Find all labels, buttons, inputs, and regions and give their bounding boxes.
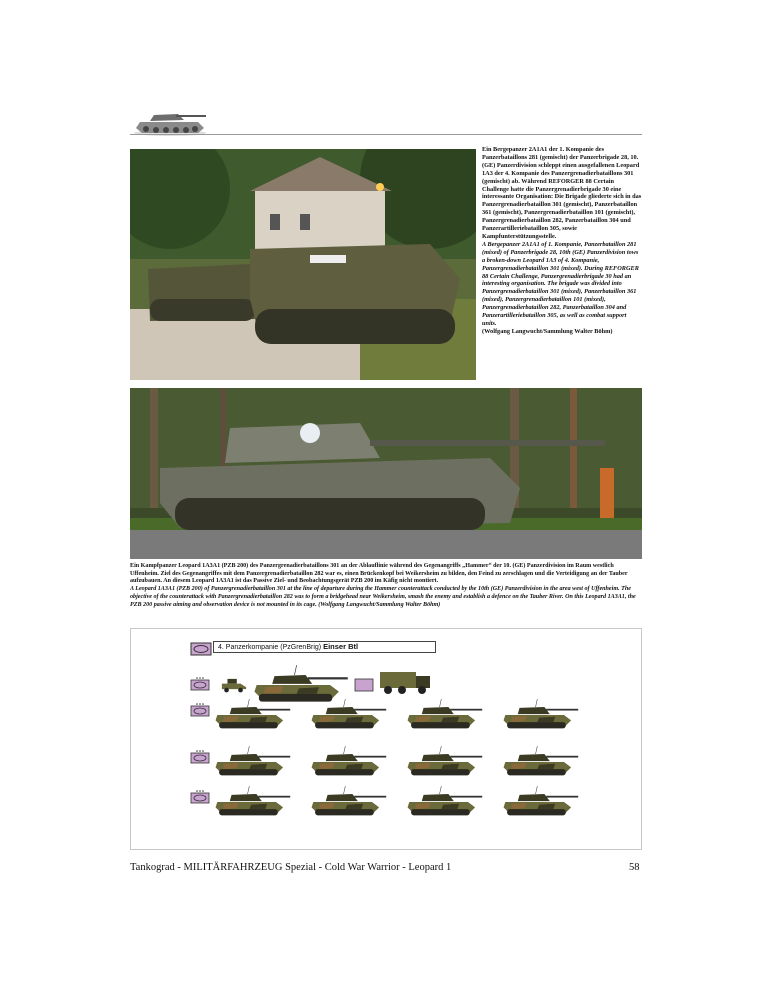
company-label: 4. Panzerkompanie (PzGrenBrig) — [218, 644, 322, 651]
platoon-1-symbol-icon — [190, 703, 210, 717]
hq-symbol-icon — [190, 677, 210, 691]
photo-bergepanzer-towing-leopard — [130, 149, 476, 380]
platoon-2-tank-1-icon — [212, 746, 292, 778]
platoon-2-tank-3-icon — [404, 746, 484, 778]
platoon-3-tank-3-icon — [404, 786, 484, 818]
header-rule — [130, 134, 642, 135]
photo-leopard-line-of-departure — [130, 388, 642, 559]
platoon-1-tank-3-icon — [404, 699, 484, 731]
supply-symbol-icon — [354, 678, 374, 692]
caption-german: Ein Bergepanzer 2A1A1 der 1. Kompanie des Panzerbataillons 281 (gemischt) der Panzerbrigade 28, 10. (GE) Panzerdivision schleppt einen ausgefallenen Leopard 1A3 der 4. Kompanie des Panzergrenadierbataillons 301 (gemischt) ab. Während REFORGER 88 Certain Challenge hatte die Panzergrenadierbrigade 30 eine interessante Organisation: Die Brigade gliederte sich in das Panzergrenadierbataillon 301 (gemischt), Panzerbataillon 361 (gemischt), Panzergrenadierbataillon 101 (gemischt), Panzergrenadierbataillon 282, Panzerbataillon 304 und Panzerartilleriebataillon 305, sowie Kampfunterstützungsstelle. — [482, 146, 642, 240]
platoon-1-tank-4-icon — [500, 699, 580, 731]
platoon-3-symbol-icon — [190, 790, 210, 804]
platoon-2-tank-2-icon — [308, 746, 388, 778]
top-photo-caption — [482, 146, 642, 336]
platoon-2-tank-4-icon — [500, 746, 580, 778]
header-tank-illustration — [128, 100, 210, 138]
truck-icon — [378, 668, 434, 696]
unit-label: Einser Btl — [323, 642, 359, 651]
platoon-2-symbol-icon — [190, 750, 210, 764]
middle-photo-caption — [130, 563, 642, 609]
caption-bottom-english: A Leopard 1A3A1 (PZB 200) of Panzergrenadierbataillon 301 at the line of departure during the Hammer counterattack conducted by the 10th (GE) Panzerdivision in the area west of Uffenheim. The objective of the counterattack with Panzergrenadierbataillon 282 was to form a bridgehead near Weikersheim, smash the enemy and establish a defence on the Tauber River. On this Leopard 1A3A1, the PZB 200 passive aiming and observation device is not mounted in its cage. (Wolfgang Langwucht/Sammlung Walter Böhm) — [130, 586, 636, 608]
platoon-3-tank-2-icon — [308, 786, 388, 818]
company-label-box — [213, 641, 436, 653]
platoon-1-tank-1-icon — [212, 699, 292, 731]
platoon-1-tank-2-icon — [308, 699, 388, 731]
platoon-3-tank-4-icon — [500, 786, 580, 818]
jeep-icon — [220, 676, 248, 693]
page-number: 58 — [629, 862, 640, 873]
platoon-3-tank-1-icon — [212, 786, 292, 818]
company-symbol-icon — [190, 642, 212, 656]
caption-bottom-german: Ein Kampfpanzer Leopard 1A3A1 (PZB 200) des Panzergrenadierbataillons 301 an der Ablauflinie während des Gegenangriffs „Hammer“ der 10. (GE) Panzerdivision im Raum westlich Uffenheim. Ziel des Gegenangriffes mit dem Panzergrenadierbataillon 282 war es, einen Brückenkopf bei Weikersheim zu bilden, den Feind zu zerschlagen und die Verteidigung an der Tauber aufzubauen. An diesem Leopard 1A3A1 ist das Passive Ziel- und Beobachtungsgerät PZB 200 im Käfig nicht montiert. — [130, 563, 628, 585]
caption-credit: (Wolfgang Langwucht/Sammlung Walter Böhm) — [482, 327, 613, 335]
footer-title: Tankograd - MILITÄRFAHRZEUG Spezial - Cold War Warrior - Leopard 1 — [130, 862, 452, 873]
caption-english: A Bergepanzer 2A1A1 of 1. Kompanie, Panzerbataillon 281 (mixed) of Panzerbrigade 28, 10th (GE) Panzerdivision tows a broken-down Leopard 1A3 of 4. Kompanie, Panzergrenadierbataillon 301 (mixed). During REFORGER 88 Certain Challenge, Panzergrenadierbrigade 30 had an interesting organisation. The brigade was divided into Panzergrenadierbataillon 301 (mixed), Panzerbataillon 361 (mixed), Panzergrenadierbataillon 101 (mixed), Panzergrenadierbataillon 282, Panzerbataillon 304 and Panzerartilleriebataillon 305, as well as combat support units. — [482, 240, 639, 327]
